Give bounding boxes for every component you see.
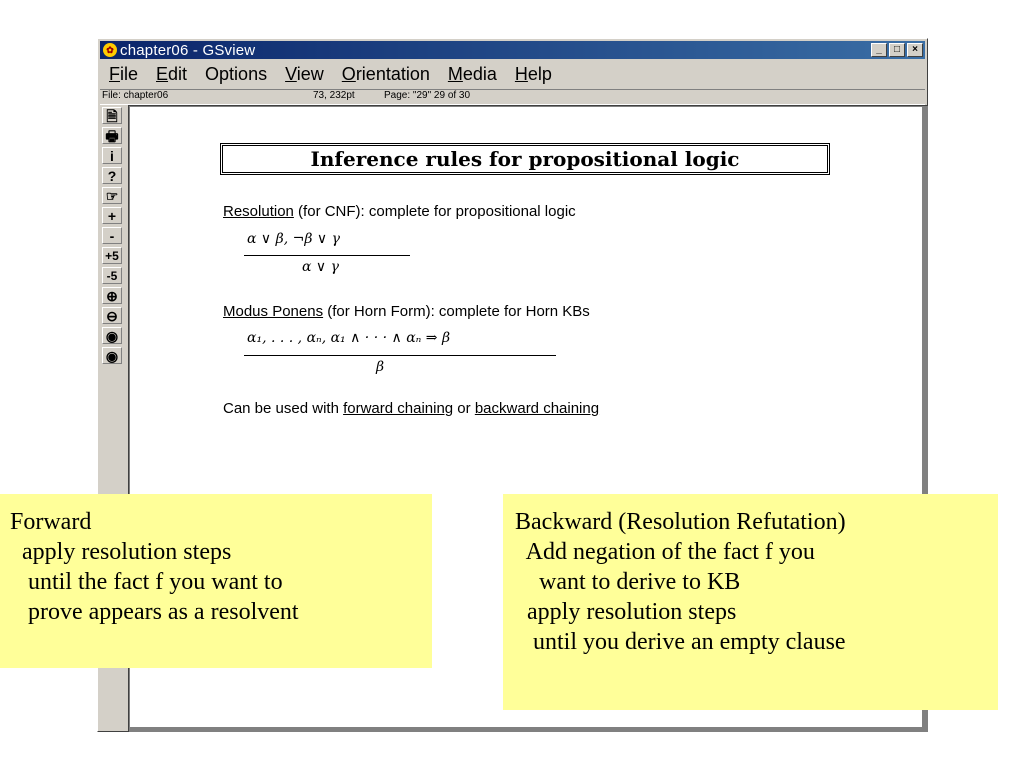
- resolution-fraction-bar: [244, 255, 410, 256]
- callout-line: prove appears as a resolvent: [10, 599, 299, 625]
- slide-title: Inference rules for propositional logic: [310, 147, 740, 171]
- open-file-icon[interactable]: 🗎: [102, 107, 122, 124]
- backward-chaining-link[interactable]: backward chaining: [474, 400, 600, 417]
- forward-chaining-link[interactable]: forward chaining: [343, 400, 454, 417]
- resolution-denominator: α ∨ γ: [302, 259, 339, 275]
- zoom-in-icon[interactable]: ⊕: [102, 287, 122, 304]
- info-icon[interactable]: i: [102, 147, 122, 164]
- menu-edit[interactable]: Edit: [156, 63, 188, 84]
- callout-line: until the fact f you want to: [10, 569, 283, 595]
- print-icon[interactable]: 🖶: [102, 127, 122, 144]
- callout-line: until you derive an empty clause: [515, 629, 846, 655]
- forward-5-pages-icon[interactable]: +5: [102, 247, 122, 264]
- resolution-numerator: α ∨ β, ¬β ∨ γ: [247, 231, 340, 247]
- modus-ponens-fraction-bar: [244, 355, 556, 356]
- goto-page-icon[interactable]: ☞: [102, 187, 122, 204]
- slide-title-box: [220, 143, 830, 175]
- callout-line: Backward (Resolution Refutation): [515, 509, 846, 535]
- modus-ponens-numerator: α₁, . . . , αₙ, α₁ ∧ · · · ∧ αₙ ⇒ β: [247, 330, 451, 346]
- forward-callout: [0, 494, 432, 668]
- modus-ponens-link[interactable]: Modus Ponens: [223, 303, 324, 320]
- menu-help[interactable]: Help: [514, 63, 552, 84]
- menu-media[interactable]: Media: [447, 63, 497, 84]
- menu-options[interactable]: Options: [205, 63, 268, 84]
- prev-page-icon[interactable]: -: [102, 227, 122, 244]
- title-bar[interactable]: [100, 41, 925, 59]
- callout-line: Forward: [10, 509, 92, 535]
- next-page-icon[interactable]: +: [102, 207, 122, 224]
- menu-orientation[interactable]: Orientation: [341, 63, 430, 84]
- modus-ponens-denominator: β: [376, 359, 385, 375]
- gsview-logo-icon[interactable]: ✿: [103, 43, 117, 57]
- modus-ponens-line: Modus Ponens (for Horn Form): complete for Horn KBs: [223, 303, 590, 320]
- zoom-out-icon[interactable]: ⊖: [102, 307, 122, 324]
- status-file: File: chapter06: [102, 90, 169, 101]
- maximize-button[interactable]: □: [889, 43, 905, 57]
- vertical-toolbar: [100, 105, 124, 367]
- status-coords: 73, 232pt: [313, 90, 355, 101]
- menu-view[interactable]: View: [285, 63, 324, 84]
- menu-bar: [100, 61, 925, 87]
- status-page: Page: "29" 29 of 30: [384, 90, 471, 101]
- callout-line: want to derive to KB: [515, 569, 741, 595]
- close-button[interactable]: ×: [907, 43, 923, 57]
- callout-line: apply resolution steps: [515, 599, 737, 625]
- resolution-link[interactable]: Resolution: [223, 203, 294, 220]
- callout-line: Add negation of the fact f you: [515, 539, 815, 565]
- minimize-button[interactable]: _: [871, 43, 887, 57]
- window-title: chapter06 - GSview: [120, 41, 256, 59]
- backward-callout: [503, 494, 998, 710]
- find-next-icon[interactable]: ◉: [102, 347, 122, 364]
- back-5-pages-icon[interactable]: -5: [102, 267, 122, 284]
- status-bar: [100, 89, 925, 105]
- help-icon[interactable]: ?: [102, 167, 122, 184]
- find-text-icon[interactable]: ◉: [102, 327, 122, 344]
- callout-line: apply resolution steps: [10, 539, 232, 565]
- chaining-line: Can be used with forward chaining or backward chaining: [223, 400, 600, 417]
- menu-file[interactable]: File: [109, 63, 139, 84]
- resolution-line: Resolution (for CNF): complete for propositional logic: [223, 203, 576, 220]
